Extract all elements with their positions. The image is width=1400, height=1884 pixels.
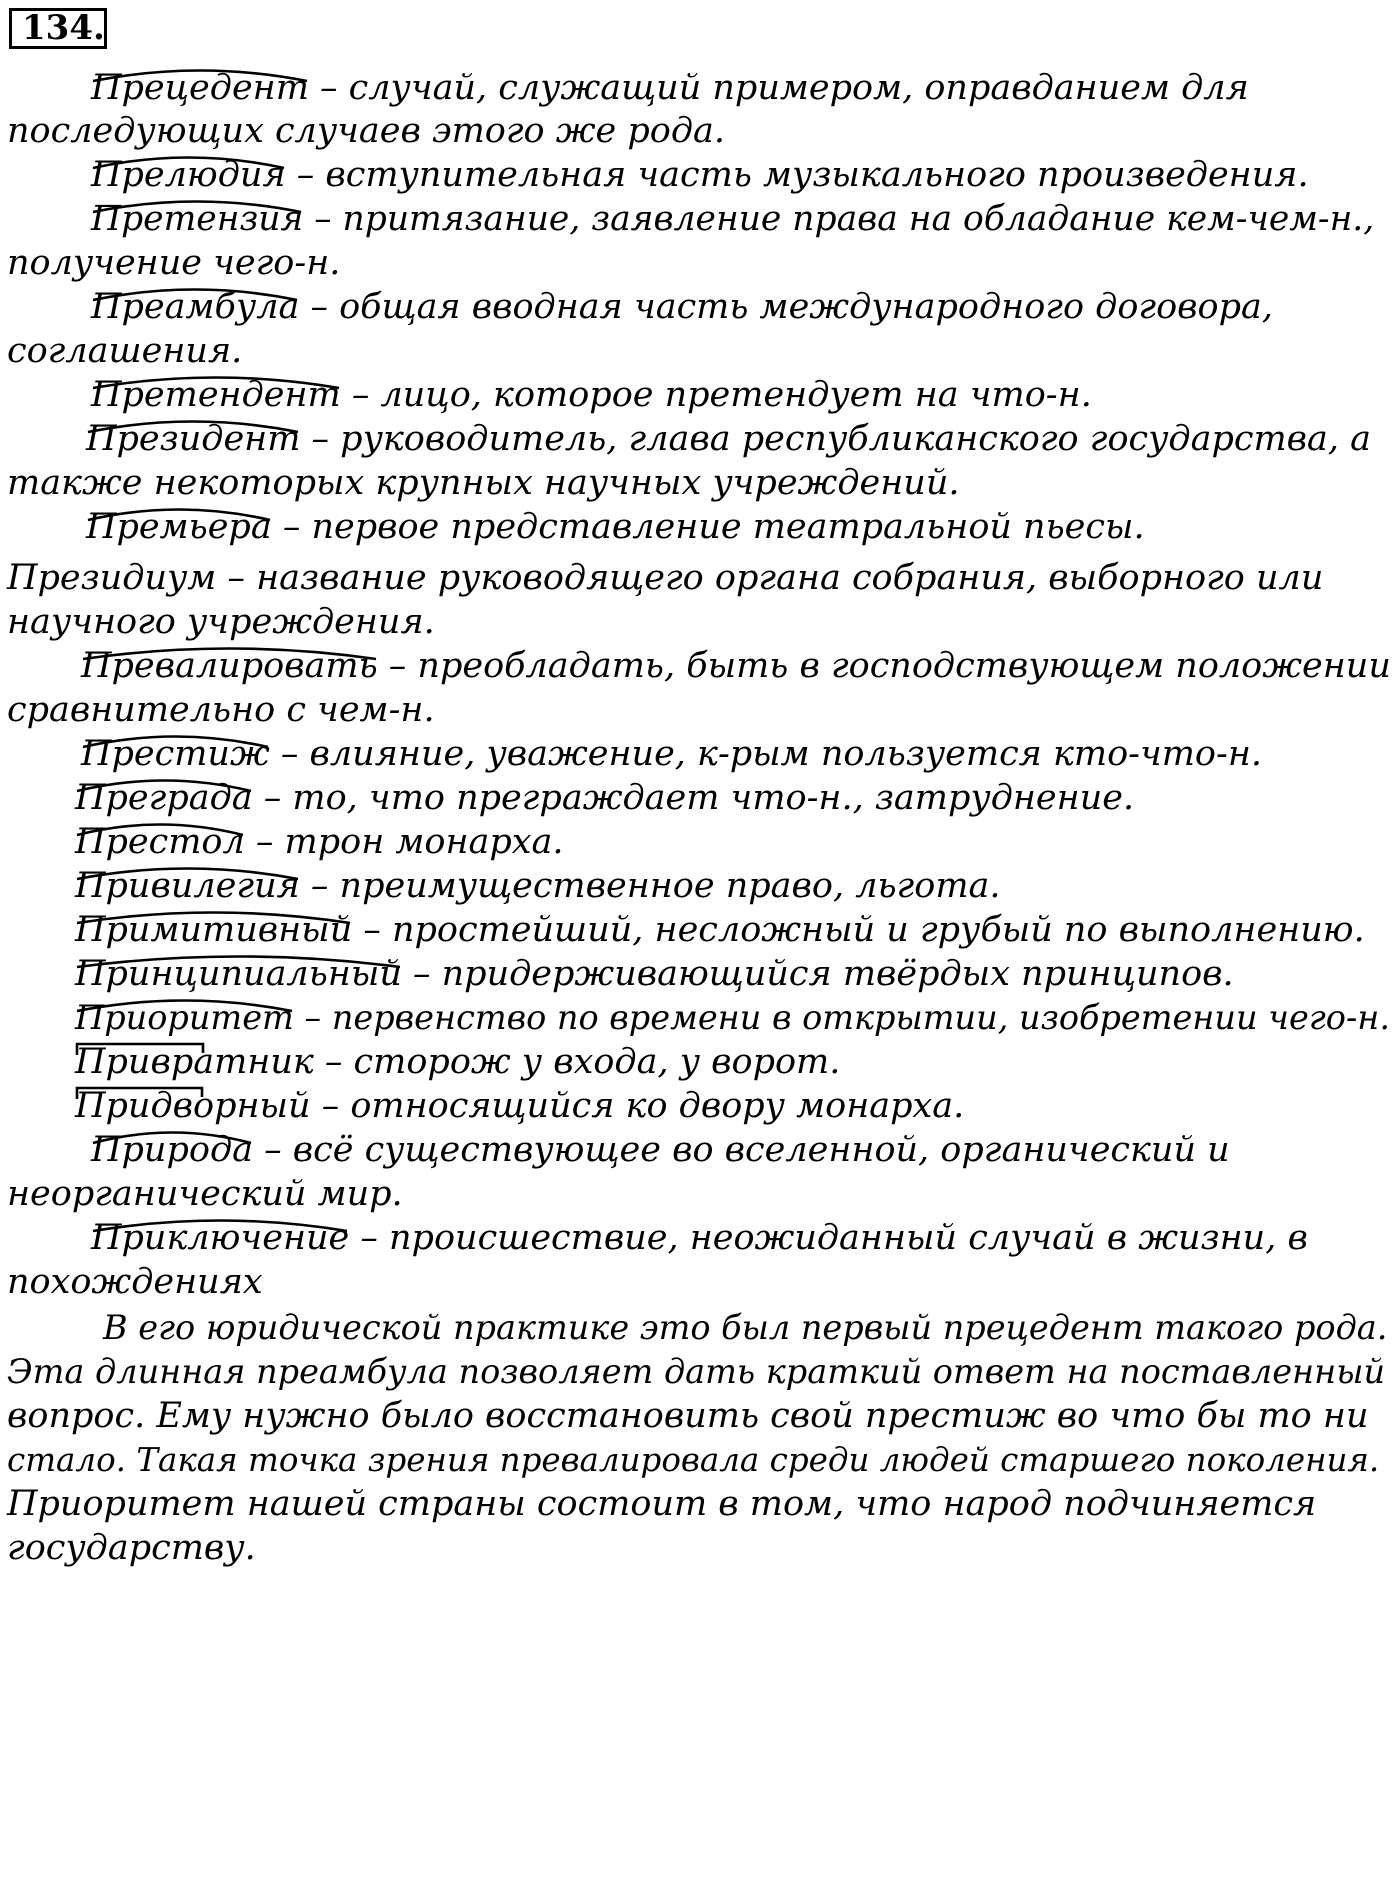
definition-line	[91, 1128, 1230, 1172]
definition-text: – притязание, заявление права на обладание кем-чем-н.,	[303, 199, 1375, 239]
term-gatekeeper: Привратник	[75, 1042, 314, 1082]
arc-path	[93, 202, 301, 213]
term-premiere: Премьера	[86, 507, 272, 547]
term-prelude: Прелюдия	[91, 155, 286, 195]
root-arc-mark	[91, 66, 309, 82]
definition-continuation: похождениях	[7, 1262, 263, 1302]
definition-continuation: научного учреждения.	[7, 602, 435, 642]
arc-path	[77, 869, 298, 880]
term-principled: Принципиальный	[75, 954, 402, 994]
arc-path	[77, 957, 400, 968]
definition-line	[75, 1040, 840, 1084]
root-arc-mark	[81, 732, 270, 748]
bracket-path	[77, 1088, 202, 1099]
definition-text: – случай, служащий примером, оправданием для	[308, 68, 1249, 108]
term-preamble: Преамбула	[91, 287, 300, 327]
root-arc-mark	[91, 1128, 253, 1144]
definition-line	[91, 373, 1092, 417]
term-president: Президент	[86, 419, 301, 459]
example-sentence: Приоритет нашей страны состоит в том, что народ подчиняется	[7, 1484, 1317, 1524]
exercise-number: 134.	[9, 8, 107, 49]
term-throne: Престол	[75, 822, 245, 862]
bracket-path	[77, 1044, 203, 1055]
example-sentence: государству.	[7, 1528, 256, 1568]
definition-line	[86, 505, 1145, 549]
definition-line	[75, 776, 1134, 820]
definition-text: – относящийся ко двору монарха.	[310, 1086, 965, 1126]
term-adventure: Приключение	[91, 1218, 350, 1258]
term-precedent: Прецедент	[91, 68, 309, 108]
term-barrier: Преграда	[75, 778, 253, 818]
root-arc-mark	[86, 417, 300, 433]
root-arc-mark	[75, 776, 253, 792]
definition-text: – преобладать, быть в господствующем положении	[377, 646, 1391, 686]
arc-path	[77, 1001, 292, 1012]
definition-line	[75, 820, 564, 864]
definition-text: – то, что преграждает что-н., затруднение.	[252, 778, 1135, 818]
definition-text: – всё существующее во вселенной, органический и	[253, 1130, 1230, 1170]
example-sentence: В его юридической практике это был первый прецедент такого рода.	[103, 1308, 1388, 1347]
definition-line	[91, 197, 1374, 241]
term-privilege: Привилегия	[75, 866, 300, 906]
root-arc-mark	[75, 996, 294, 1012]
root-arc-mark	[86, 505, 272, 521]
example-sentence: вопрос. Ему нужно было восстановить свой престиж во что бы то ни	[7, 1396, 1369, 1436]
definition-text: – вступительная часть музыкального произведения.	[285, 155, 1309, 195]
definition-line	[86, 417, 1371, 461]
root-arc-mark	[75, 908, 352, 924]
definition-continuation: получение чего-н.	[7, 243, 341, 283]
definition-line	[75, 1084, 964, 1128]
example-sentence: Эта длинная преамбула позволяет дать краткий ответ на поставленный	[7, 1352, 1386, 1391]
term-pretension: Претензия	[91, 199, 304, 239]
definition-line	[91, 285, 1273, 329]
prefix-bracket-mark	[75, 1085, 205, 1099]
definition-continuation: соглашения.	[7, 331, 243, 371]
arc-path	[93, 290, 297, 301]
arc-path	[83, 649, 376, 660]
definition-text: – трон монарха.	[244, 822, 564, 862]
root-arc-mark	[91, 1216, 349, 1232]
root-arc-mark	[91, 153, 286, 169]
root-arc-mark	[75, 864, 300, 880]
root-arc-mark	[81, 644, 378, 660]
arc-path	[77, 825, 243, 836]
term-prevail: Превалировать	[81, 646, 378, 686]
definition-text: – название руководящего органа собрания, выборного или	[216, 558, 1324, 598]
definition-line	[75, 864, 1001, 908]
arc-path	[93, 1133, 251, 1144]
definition-text: – придерживающийся твёрдых принципов.	[401, 954, 1234, 994]
definition-text: – первенство по времени в открытии, изобретении чего-н.	[293, 998, 1390, 1037]
definition-continuation: сравнительно с чем-н.	[7, 690, 435, 730]
arc-path	[83, 737, 268, 748]
arc-path	[93, 1221, 347, 1232]
arc-path	[77, 781, 251, 792]
term-nature: Природа	[91, 1130, 253, 1170]
definition-text: – происшествие, неожиданный случай в жизни, в	[349, 1218, 1308, 1258]
definition-text: – простейший, несложный и грубый по выполнению.	[352, 910, 1365, 950]
root-arc-mark	[91, 285, 299, 301]
definition-text: – лицо, которое претендует на что-н.	[340, 375, 1092, 415]
definition-line	[91, 1216, 1308, 1260]
arc-path	[88, 510, 270, 521]
arc-path	[77, 913, 350, 924]
term-courtier: Придворный	[75, 1086, 311, 1126]
definition-line	[75, 908, 1365, 952]
definition-text: – первое представление театральной пьесы.	[271, 507, 1145, 547]
arc-path	[93, 378, 339, 389]
prefix-bracket-mark	[75, 1041, 206, 1055]
definition-line	[75, 952, 1234, 996]
definition-text: – влияние, уважение, к-рым пользуется кто-что-н.	[269, 734, 1263, 774]
definition-line	[81, 644, 1391, 688]
arc-path	[93, 158, 284, 169]
root-arc-mark	[75, 820, 245, 836]
definition-line	[81, 732, 1262, 776]
term-primitive: Примитивный	[75, 910, 353, 950]
arc-path	[88, 422, 298, 433]
definition-text: – преимущественное право, льгота.	[299, 866, 1001, 906]
term-presidium: Президиум	[7, 558, 217, 598]
definition-line	[7, 556, 1323, 600]
example-sentence: стало. Такая точка зрения превалировала среди людей старшего поколения.	[7, 1441, 1380, 1479]
arc-path	[93, 71, 307, 82]
definition-line	[91, 66, 1249, 110]
definition-continuation: также некоторых крупных научных учреждений.	[7, 463, 960, 503]
definition-text: – руководитель, глава республиканского государства, а	[300, 419, 1372, 459]
definition-text: – общая вводная часть международного договора,	[299, 287, 1274, 327]
term-priority: Приоритет	[75, 998, 294, 1037]
definition-text: – сторож у входа, у ворот.	[313, 1042, 841, 1082]
definition-line	[91, 153, 1309, 197]
term-pretender: Претендент	[91, 375, 341, 415]
definition-line	[75, 996, 1390, 1040]
root-arc-mark	[91, 373, 341, 389]
root-arc-mark	[75, 952, 402, 968]
definition-continuation: неорганический мир.	[7, 1174, 403, 1214]
definition-continuation: последующих случаев этого же рода.	[7, 111, 726, 151]
term-prestige: Престиж	[81, 734, 270, 774]
root-arc-mark	[91, 197, 303, 213]
